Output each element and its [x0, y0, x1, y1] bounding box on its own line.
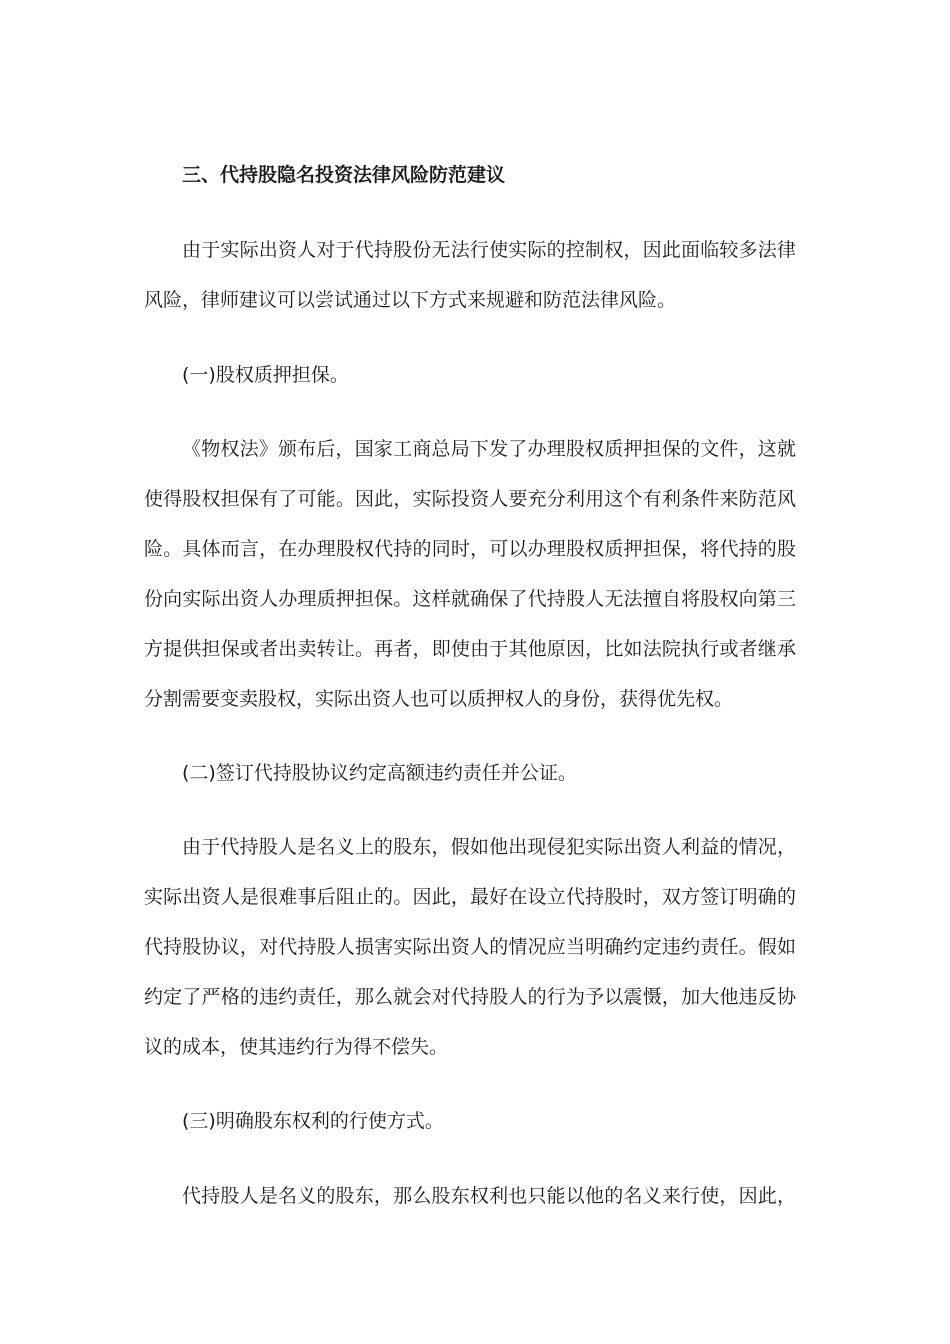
- subsection-1-line-6: 分割需要变卖股权，实际出资人也可以质押权人的身份，获得优先权。: [144, 688, 734, 710]
- subsection-2-line-2: 实际出资人是很难事后阻止的。因此，最好在设立代持股时，双方签订明确的: [144, 886, 796, 908]
- subsection-1-line-2: 使得股权担保有了可能。因此，实际投资人要充分利用这个有利条件来防范风: [144, 488, 796, 510]
- intro-line-1: 由于实际出资人对于代持股份无法行使实际的控制权，因此面临较多法律: [182, 239, 796, 261]
- subsection-1-line-3: 险。具体而言，在办理股权代持的同时，可以办理股权质押担保，将代持的股: [144, 538, 796, 560]
- subsection-1-line-4: 份向实际出资人办理质押担保。这样就确保了代持股人无法擅自将股权向第三: [144, 588, 796, 610]
- intro-line-2: 风险，律师建议可以尝试通过以下方式来规避和防范法律风险。: [144, 289, 677, 311]
- subsection-2-line-5: 议的成本，使其违约行为得不偿失。: [144, 1036, 449, 1058]
- subsection-2-title: (二)签订代持股协议约定高额违约责任并公证。: [182, 762, 577, 784]
- subsection-2-line-1: 由于代持股人是名义上的股东，假如他出现侵犯实际出资人利益的情况，: [182, 836, 796, 858]
- subsection-3-line-1: 代持股人是名义的股东，那么股东权利也只能以他的名义来行使，因此，: [182, 1185, 796, 1207]
- subsection-1-line-5: 方提供担保或者出卖转让。再者，即使由于其他原因，比如法院执行或者继承: [144, 638, 796, 660]
- subsection-2-line-3: 代持股协议，对代持股人损害实际出资人的情况应当明确约定违约责任。假如: [144, 936, 796, 958]
- subsection-1-line-1: 《物权法》颁布后，国家工商总局下发了办理股权质押担保的文件，这就: [182, 438, 796, 460]
- subsection-1-title: (一)股权质押担保。: [182, 364, 349, 386]
- subsection-2-line-4: 约定了严格的违约责任，那么就会对代持股人的行为予以震慑，加大他违反协: [144, 986, 796, 1008]
- subsection-3-title: (三)明确股东权利的行使方式。: [182, 1110, 444, 1132]
- section-heading: 三、代持股隐名投资法律风险防范建议: [182, 164, 506, 186]
